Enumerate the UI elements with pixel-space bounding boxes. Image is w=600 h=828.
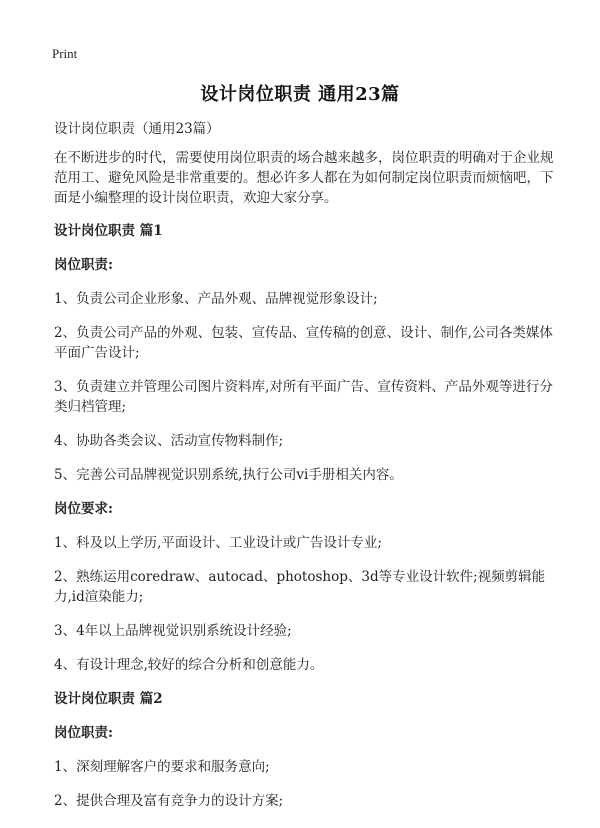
- print-link[interactable]: Print: [52, 46, 78, 61]
- requirement-item: 3、4年以上品牌视觉识别系统设计经验;: [54, 623, 292, 639]
- requirements-heading: 岗位要求:: [54, 501, 113, 517]
- section-heading: 设计岗位职责 篇2: [54, 691, 163, 707]
- duty-item: 2、负责公司产品的外观、包装、宣传品、宣传稿的创意、设计、制作,公司各类媒体平面广告设计;: [54, 325, 553, 361]
- requirement-item: 2、熟练运用coredraw、autocad、photoshop、3d等专业设计软件;视频剪辑能力,id渲染能力;: [54, 569, 546, 605]
- duties-heading: 岗位职责:: [54, 725, 113, 741]
- section-2: [54, 689, 554, 811]
- document-title: 设计岗位职责 通用23篇: [200, 84, 400, 105]
- duty-item: 5、完善公司品牌视觉识别系统,执行公司vi手册相关内容。: [54, 467, 403, 483]
- duty-item: 4、协助各类会议、活动宣传物料制作;: [54, 433, 284, 449]
- document-subtitle: 设计岗位职责（通用23篇）: [54, 121, 220, 137]
- duties-heading: 岗位职责:: [54, 257, 113, 273]
- requirement-item: 1、科及以上学历,平面设计、工业设计或广告设计专业;: [54, 535, 382, 551]
- requirement-item: 4、有设计理念,较好的综合分析和创意能力。: [54, 657, 324, 673]
- duty-item: 2、提供合理及富有竞争力的设计方案;: [54, 793, 284, 809]
- duty-item: 3、负责建立并管理公司图片资料库,对所有平面广告、宣传资料、产品外观等进行分类归档管理;: [54, 379, 553, 415]
- duty-item: 1、深刻理解客户的要求和服务意向;: [54, 759, 270, 775]
- intro-paragraph: 在不断进步的时代，需要使用岗位职责的场合越来越多，岗位职责的明确对于企业规范用工、避免风险是非常重要的。想必许多人都在为如何制定岗位职责而烦恼吧，下面是小编整理的设计岗位职责，欢迎大家分享。: [54, 150, 554, 206]
- section-1: [54, 221, 554, 675]
- duty-item: 1、负责公司企业形象、产品外观、品牌视觉形象设计;: [54, 291, 378, 307]
- section-heading: 设计岗位职责 篇1: [54, 223, 163, 239]
- document-body: [54, 119, 554, 825]
